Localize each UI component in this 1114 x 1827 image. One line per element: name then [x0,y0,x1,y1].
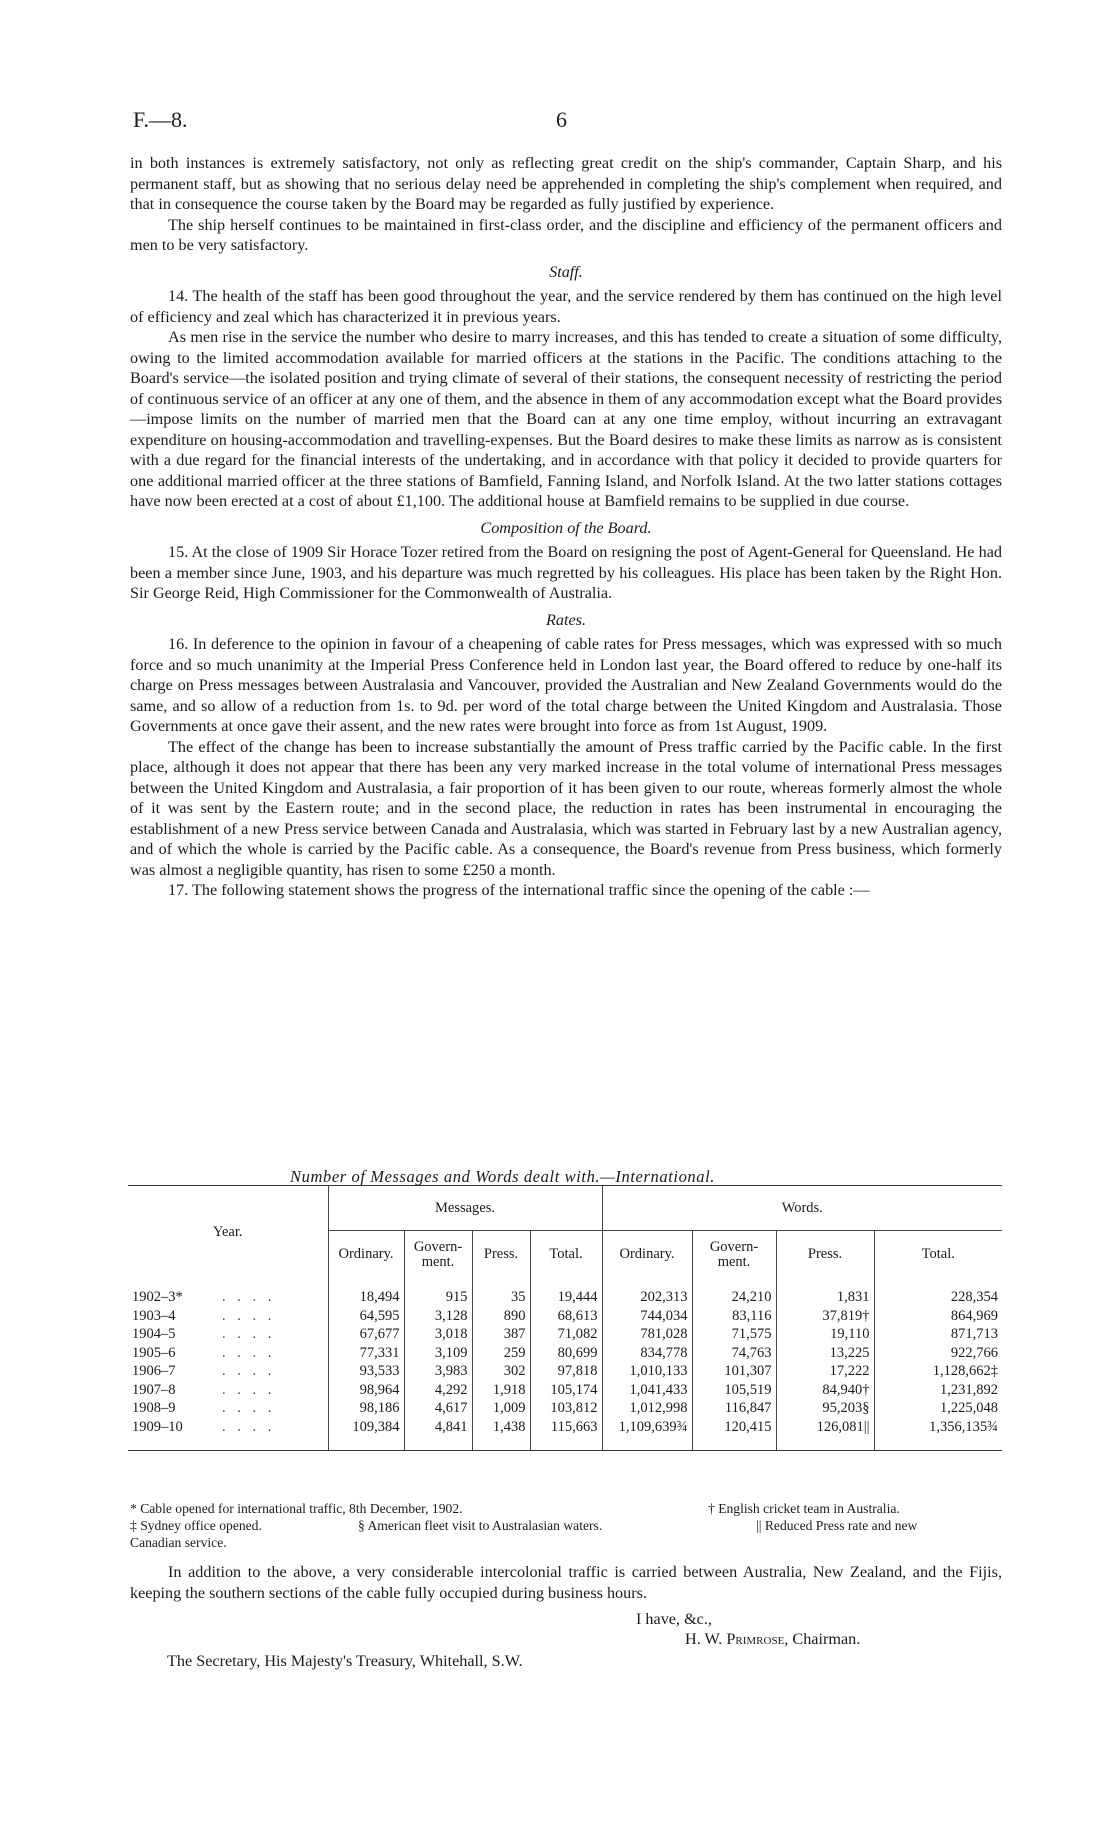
words-total-cell: 864,969 [874,1307,1002,1326]
table-row [128,1307,1002,1326]
words-press-cell: 37,819† [776,1307,874,1326]
words-press-cell: 17,222 [776,1362,874,1381]
document-reference: F.—8. [133,107,188,132]
year-header: Year. [212,1223,243,1240]
words-ordinary-cell: 1,010,133 [602,1362,692,1381]
words-ordinary-cell: 1,109,639¾ [602,1418,692,1451]
words-government-cell: 116,847 [692,1399,776,1418]
table-row [128,1325,1002,1344]
signature [685,1630,860,1649]
year-cell [128,1362,328,1381]
paragraph: The effect of the change has been to increase substantially the amount of Press traffic carried by the Pacific cable. In the first place, although it does not appear that there has been any very marked increase in the total volume of international Press messages between the United Kingdom and Australasia, a fair proportion of it has been given to our route, whereas formerly almost the whole of it was sent by the Eastern route; and in the second place, the reduction in rates has been instrumental in encouraging the establishment of a new Press service between Canada and Australasia, which was started in February last by a new Australian agency, and of which the whole is carried by the Pacific cable. As a consequence, the Board's revenue from Press business, which formerly was almost a negligible quantity, has risen to some £250 a month. [130,737,1002,879]
footnote: Canadian service. [130,1535,227,1550]
table-row [128,1418,1002,1451]
msg-government-cell: 4,292 [404,1381,472,1400]
words-government-cell: 105,519 [692,1381,776,1400]
msg-press-cell: 1,009 [472,1399,530,1418]
msg-total-cell: 115,663 [530,1418,602,1451]
words-group-header: Words. [602,1186,1002,1231]
section-heading-board: Composition of the Board. [480,518,652,537]
msg-total-cell: 105,174 [530,1381,602,1400]
paragraph: 17. The following statement shows the progress of the international traffic since the opening of the cable :— [168,881,870,899]
messages-group-header: Messages. [328,1186,602,1231]
year-label: 1903–4 [132,1307,176,1324]
msg-government-cell: 3,983 [404,1362,472,1381]
year-label: 1902–3* [132,1289,183,1305]
msg-press-cell: 1,918 [472,1381,530,1400]
year-cell [128,1325,328,1344]
footnote: * Cable opened for international traffic, 8th December, 1902. [130,1501,463,1516]
col-header-press: Press. [776,1231,874,1278]
col-header-government: Govern-ment. [404,1231,472,1278]
year-label: 1904–5 [132,1326,176,1342]
signature-initials: H. W. [685,1630,723,1648]
words-government-cell: 74,763 [692,1344,776,1363]
year-cell [128,1381,328,1400]
words-ordinary-cell: 202,313 [602,1278,692,1307]
words-ordinary-cell: 834,778 [602,1344,692,1363]
msg-government-cell: 3,128 [404,1307,472,1326]
dot-leader: . . . . [222,1418,276,1435]
msg-ordinary-cell: 77,331 [328,1344,404,1363]
paragraph: In addition to the above, a very considerable intercolonial traffic is carried between Australia, New Zealand, and the Fijis, keeping the southern sections of the cable fully occupied during business hours. [130,1563,1002,1602]
words-total-cell: 1,225,048 [874,1399,1002,1418]
col-header-press: Press. [472,1231,530,1278]
addressee: The Secretary, His Majesty's Treasury, Whitehall, S.W. [167,1652,523,1670]
table-row [128,1399,1002,1418]
year-label: 1909–10 [132,1418,183,1435]
msg-government-cell: 3,018 [404,1325,472,1344]
paragraph: in both instances is extremely satisfactory, not only as reflecting great credit on the ship's commander, Captain Sharp, and his permanent staff, but as showing that no serious delay need be apprehended in completing the ship's complement when required, and that in consequence the course taken by the Board may be regarded as fully justified by experience. [130,154,1002,213]
words-ordinary-cell: 781,028 [602,1325,692,1344]
section-heading-staff: Staff. [549,262,583,281]
col-header-total: Total. [874,1231,1002,1278]
msg-total-cell: 19,444 [530,1278,602,1307]
table-row [128,1381,1002,1400]
table-row [128,1362,1002,1381]
col-header-government: Govern-ment. [692,1231,776,1278]
table-body [128,1278,1002,1451]
msg-total-cell: 97,818 [530,1362,602,1381]
words-ordinary-cell: 1,041,433 [602,1381,692,1400]
msg-government-cell: 4,841 [404,1418,472,1451]
words-total-cell: 922,766 [874,1344,1002,1363]
msg-press-cell: 302 [472,1362,530,1381]
year-cell [128,1344,328,1363]
dot-leader: . . . . [222,1400,276,1416]
msg-press-cell: 1,438 [472,1418,530,1451]
col-header-total: Total. [530,1231,602,1278]
dot-leader: . . . . [222,1344,276,1361]
msg-total-cell: 71,082 [530,1325,602,1344]
msg-press-cell: 259 [472,1344,530,1363]
year-label: 1907–8 [132,1381,176,1398]
words-government-cell: 101,307 [692,1362,776,1381]
msg-ordinary-cell: 93,533 [328,1362,404,1381]
words-press-cell: 19,110 [776,1325,874,1344]
words-government-cell: 120,415 [692,1418,776,1451]
year-cell [128,1278,328,1307]
paragraph: The ship herself continues to be maintained in first-class order, and the discipline and efficiency of the permanent officers and men to be very satisfactory. [130,215,1002,254]
year-cell [128,1418,328,1451]
words-total-cell: 1,356,135¾ [874,1418,1002,1451]
section-heading-rates: Rates. [545,610,586,629]
msg-government-cell: 3,109 [404,1344,472,1363]
words-press-cell: 95,203§ [776,1399,874,1418]
msg-press-cell: 890 [472,1307,530,1326]
words-total-cell: 1,128,662‡ [874,1362,1002,1381]
page-number: 6 [556,107,567,132]
signature-name: Primrose, [726,1630,789,1648]
traffic-table [128,1185,1002,1451]
msg-press-cell: 387 [472,1325,530,1344]
paragraph: 16. In deference to the opinion in favour of a cheapening of cable rates for Press messages, which was expressed with so much force and so much unanimity at the Imperial Press Conference held in London last year, the Board offered to reduce by one-half its charge on Press messages between Australasia and Vancouver, provided the Australian and New Zealand Governments would do the same, and so allow of a reduction from 1s. to 9d. per word of the total charge between the United Kingdom and Australasia. Those Governments at once gave their assent, and the new rates were brought into force as from 1st August, 1909. [130,635,1002,735]
words-ordinary-cell: 744,034 [602,1307,692,1326]
msg-total-cell: 80,699 [530,1344,602,1363]
words-press-cell: 13,225 [776,1344,874,1363]
footnote: || Reduced Press rate and new [756,1518,918,1533]
msg-press-cell: 35 [472,1278,530,1307]
dot-leader: . . . . [222,1307,276,1324]
closing-text [130,1562,1002,1603]
dot-leader: . . . . [222,1381,276,1398]
words-press-cell: 84,940† [776,1381,874,1400]
msg-ordinary-cell: 18,494 [328,1278,404,1307]
words-total-cell: 871,713 [874,1325,1002,1344]
msg-government-cell: 4,617 [404,1399,472,1418]
table-caption: Number of Messages and Words dealt with.—International. [290,1167,716,1186]
msg-ordinary-cell: 109,384 [328,1418,404,1451]
words-government-cell: 24,210 [692,1278,776,1307]
table-row [128,1278,1002,1307]
body-text-top [130,153,1002,901]
dot-leader: . . . . [222,1326,276,1342]
msg-ordinary-cell: 64,595 [328,1307,404,1326]
footnote: ‡ Sydney office opened. [130,1518,262,1533]
footnote: † English cricket team in Australia. [708,1501,900,1516]
valediction: I have, &c., [636,1610,712,1628]
msg-ordinary-cell: 67,677 [328,1325,404,1344]
dot-leader: . . . . [222,1363,276,1379]
msg-total-cell: 68,613 [530,1307,602,1326]
year-label: 1905–6 [132,1344,176,1361]
col-header-ordinary: Ordinary. [602,1231,692,1278]
words-total-cell: 228,354 [874,1278,1002,1307]
year-label: 1908–9 [132,1400,176,1416]
msg-government-cell: 915 [404,1278,472,1307]
col-header-ordinary: Ordinary. [328,1231,404,1278]
table-row [128,1344,1002,1363]
words-ordinary-cell: 1,012,998 [602,1399,692,1418]
msg-ordinary-cell: 98,186 [328,1399,404,1418]
signature-title: Chairman. [792,1630,861,1648]
msg-ordinary-cell: 98,964 [328,1381,404,1400]
paragraph: 14. The health of the staff has been good throughout the year, and the service rendered by them has continued on the high level of efficiency and zeal which has characterized it in previous years. [130,287,1002,326]
words-press-cell: 126,081|| [776,1418,874,1451]
paragraph: As men rise in the service the number who desire to marry increases, and this has tended to create a situation of some difficulty, owing to the limited accommodation available for married officers at the stations in the Pacific. The conditions attaching to the Board's service—the isolated position and trying climate of several of their stations, the consequent necessity of restricting the period of continuous service of an officer at any one of them, and the absence in them of any accommodation except what the Board provides—impose limits on the number of married men that the Board can at any one time employ, without incurring an extravagant expenditure on housing-accommodation and travelling-expenses. But the Board desires to make these limits as narrow as is consistent with a due regard for the financial interests of the undertaking, and in accordance with that policy it decided to provide quarters for one additional married officer at the three stations of Bamfield, Fanning Island, and Norfolk Island. At the two latter stations cottages have now been erected at a cost of about £1,100. The additional house at Bamfield remains to be supplied in due course. [130,328,1002,510]
words-government-cell: 71,575 [692,1325,776,1344]
year-cell [128,1307,328,1326]
words-press-cell: 1,831 [776,1278,874,1307]
year-cell [128,1399,328,1418]
msg-total-cell: 103,812 [530,1399,602,1418]
year-label: 1906–7 [132,1363,176,1379]
footnote: § American fleet visit to Australasian waters. [358,1518,603,1533]
words-government-cell: 83,116 [692,1307,776,1326]
dot-leader: . . . . [222,1289,276,1305]
words-total-cell: 1,231,892 [874,1381,1002,1400]
paragraph: 15. At the close of 1909 Sir Horace Tozer retired from the Board on resigning the post of Agent-General for Queensland. He had been a member since June, 1903, and his departure was much regretted by his colleagues. His place has been taken by the Right Hon. Sir George Reid, High Commissioner for the Commonwealth of Australia. [130,543,1002,602]
